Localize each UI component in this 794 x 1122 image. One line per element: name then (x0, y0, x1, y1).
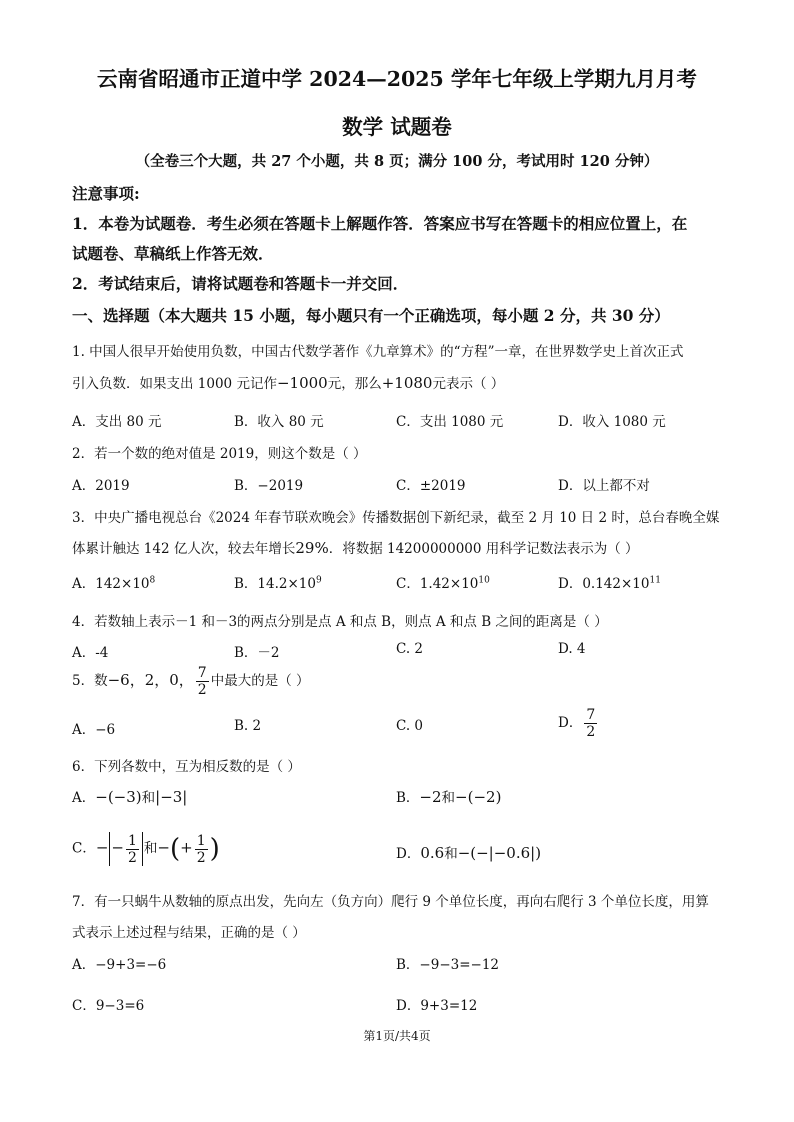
q3-text-b: ．将数据 14200000000 用科学记数法表示为（ ） (328, 541, 639, 557)
q6-option-d-expr2: −(−|−0.6|) (457, 844, 542, 862)
q7-option-c: C．9−3=6 (72, 998, 145, 1014)
q5-frac-den: 2 (197, 682, 207, 698)
note-1-line1: 1．本卷为试题卷．考生必须在答题卡上解题作答．答案应书写在答题卡的相应位置上，在 (72, 214, 688, 233)
q1-math-1: −1000 (276, 374, 328, 392)
q6-abs-bar-right (142, 832, 143, 866)
note-2: 2．考试结束后，请将试题卷和答题卡一并交回． (72, 274, 409, 293)
q2-option-d: D．以上都不对 (558, 478, 650, 494)
q6-option-a-and: 和 (141, 790, 156, 806)
q1-option-d: D．收入 1080 元 (558, 414, 666, 430)
q6-option-a-expr1: −(−3) (95, 788, 142, 806)
q6-option-b-label: B． (396, 790, 420, 806)
q6-option-d-expr1: 0.6 (420, 844, 445, 862)
q5-frac-num: 7 (197, 665, 207, 681)
q3-line2 (72, 537, 639, 557)
q6-paren-open: ( (170, 834, 181, 864)
q7-option-a: A．−9+3=−6 (72, 957, 167, 973)
q5-option-b: B. 2 (234, 718, 262, 734)
q6-option-d-label: D． (396, 846, 421, 862)
q2-option-a: A．2019 (72, 478, 130, 494)
q5-text-b: 中最大的是（ ） (210, 673, 310, 689)
q3-option-c-base: C．1.42×10 (396, 576, 479, 592)
q5-option-c: C. 0 (396, 718, 424, 734)
q7-line1: 7．有一只蜗牛从数轴的原点出发，先向左（负方向）爬行 9 个单位长度，再向右爬行 3 个单位长度，用算 (72, 894, 709, 910)
q6-option-c-frac-2 (195, 834, 208, 865)
note-1-line2: 试题卷、草稿纸上作答无效． (72, 244, 274, 263)
exam-subject: 数学 试题卷 (342, 115, 452, 139)
q1-text-a: 引入负数．如果支出 1000 元记作 (72, 376, 277, 392)
q3-option-a (72, 572, 155, 592)
notes-heading: 注意事项: (72, 184, 140, 203)
q3-option-b-exp: 9 (315, 575, 322, 586)
q6-option-c-frac-1 (126, 834, 139, 865)
section-1-heading: 一、选择题（本大题共 15 小题，每小题只有一个正确选项，每小题 2 分，共 30 分） (72, 306, 670, 325)
q1-option-a: A．支出 80 元 (72, 414, 162, 430)
q4-stem: 4．若数轴上表示－1 和－3的两点分别是点 A 和点 B，则点 A 和点 B 之间的距离是（ ） (72, 614, 608, 630)
q5-option-d (558, 708, 599, 739)
q3-option-b (234, 572, 322, 592)
q5-numbers: −6，2，0， (107, 671, 194, 689)
q1-text-b: 元，那么 (327, 376, 382, 392)
q2-stem: 2．若一个数的绝对值是 2019，则这个数是（ ） (72, 446, 367, 462)
q4-option-c: C. 2 (396, 641, 424, 657)
exam-title: 云南省昭通市正道中学 2024—2025 学年七年级上学期九月月考 (97, 67, 697, 91)
q6-stem: 6．下列各数中，互为相反数的是（ ） (72, 759, 301, 775)
q3-option-a-base: A．142×10 (72, 576, 150, 592)
q3-percent: 29% (295, 539, 329, 557)
exam-scope: （全卷三个大题，共 27 个小题，共 8 页；满分 100 分，考试用时 120 分钟） (135, 153, 659, 170)
q1-text-c: 元表示（ ） (432, 376, 505, 392)
q3-option-b-base: B．14.2×10 (234, 576, 316, 592)
q1-line1: 1. 中国人很早开始使用负数，中国古代数学著作《九章算术》的“方程”一章，在世界数学史上首次正式 (72, 344, 684, 360)
q6-option-b-expr2: −(−2) (455, 788, 502, 806)
q6-option-c-label: C． (72, 840, 96, 857)
page-footer: 第1页/共4页 (363, 1029, 431, 1043)
q1-line2 (72, 372, 504, 392)
q5-option-d-num: 7 (586, 707, 596, 723)
q6-c-frac2-num: 1 (196, 832, 206, 849)
q3-option-d-base: D．0.142×10 (558, 576, 650, 592)
q6-option-c-minus-3: − (157, 838, 170, 857)
q3-option-a-exp: 8 (149, 575, 156, 586)
q7-option-d: D．9+3=12 (396, 998, 478, 1014)
q2-option-b: B．−2019 (234, 478, 304, 494)
q6-paren-close: ) (209, 834, 220, 864)
q4-option-d: D. 4 (558, 641, 586, 657)
q5-option-d-label: D． (558, 715, 583, 731)
q2-option-c: C．±2019 (396, 478, 466, 494)
q6-c-frac1-num: 1 (128, 832, 137, 849)
q6-c-frac2-den: 2 (196, 849, 206, 866)
q1-option-b: B．收入 80 元 (234, 414, 324, 430)
q6-option-c-minus: − (95, 838, 109, 857)
q3-option-d (558, 572, 661, 592)
q6-option-c-and: 和 (143, 840, 158, 857)
q5-option-d-den: 2 (586, 724, 596, 740)
q6-option-b-expr1: −2 (419, 788, 442, 806)
q5-option-a: A．−6 (72, 722, 116, 738)
q6-option-d-and: 和 (444, 846, 458, 862)
q1-option-c: C．支出 1080 元 (396, 414, 504, 430)
q6-option-b (396, 786, 501, 806)
q6-c-frac1-den: 2 (128, 849, 137, 866)
q4-option-a: A．-4 (72, 645, 109, 661)
q5-fraction (196, 666, 209, 697)
q7-line2: 式表示上述过程与结果，正确的是（ ） (72, 925, 306, 941)
q3-option-d-exp: 11 (649, 575, 661, 586)
q6-option-a (72, 786, 187, 806)
q6-option-b-and: 和 (441, 790, 456, 806)
q4-option-b: B．－2 (234, 645, 280, 661)
q6-option-c (72, 832, 220, 866)
q6-option-c-plus: + (180, 838, 193, 857)
q5-stem (72, 666, 310, 697)
q3-text-a: 体累计触达 142 亿人次，较去年增长 (72, 541, 296, 557)
q6-option-c-minus-2: − (111, 838, 124, 857)
q7-option-b: B．−9−3=−12 (396, 957, 500, 973)
q3-option-c-exp: 10 (478, 575, 490, 586)
q5-text-a: 5．数 (72, 673, 108, 689)
q5-option-d-fraction (584, 708, 597, 739)
q6-option-a-label: A． (72, 790, 96, 806)
q1-math-2: +1080 (381, 374, 433, 392)
q3-option-c (396, 572, 490, 592)
q6-option-d (396, 842, 541, 862)
q6-option-a-expr2: |−3| (155, 788, 188, 806)
q3-line1: 3．中央广播电视总台《2024 年春节联欢晚会》传播数据创下新纪录，截至 2 月 10 日 2 时，总台春晚全媒 (72, 510, 720, 526)
